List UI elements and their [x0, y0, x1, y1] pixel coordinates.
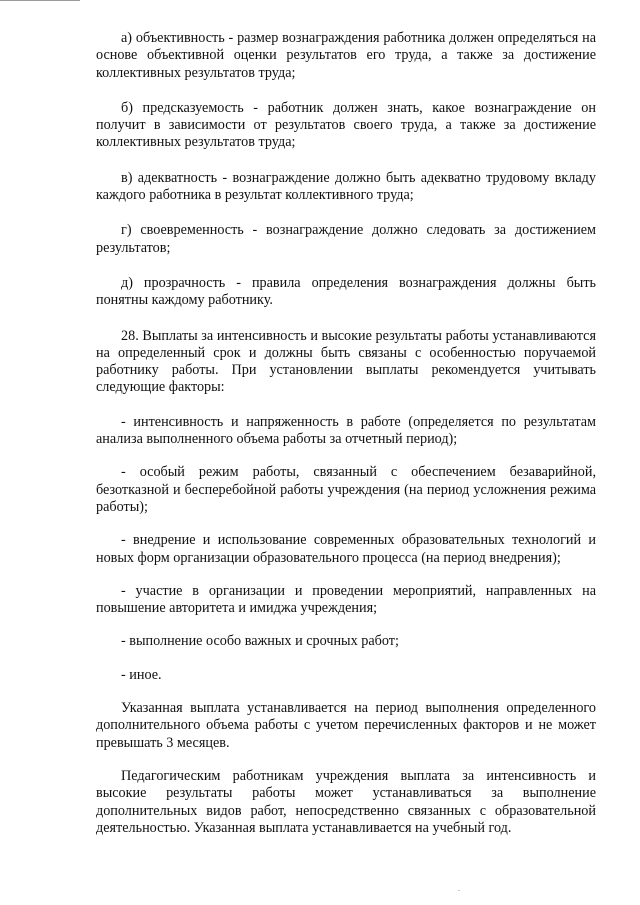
payment-period-paragraph: Указанная выплата устанавливается на период выполнения определенного дополнительного объема работы с учетом перечисленных факторов и не может превышать 3 месяцев. — [96, 700, 596, 751]
document-page — [96, 30, 596, 853]
principle-predictability: б) предсказуемость - работник должен знать, какое вознаграждение он получит в зависимости от результатов своего труда, а также за достижение коллективных результатов труда; — [96, 99, 596, 151]
factor-technologies: - внедрение и использование современных образовательных технологий и новых форм организации образовательного процесса (на период внедрения); — [96, 532, 596, 566]
principle-transparency: д) прозрачность - правила определения вознаграждения должны быть понятны каждому работнику. — [96, 274, 596, 309]
factor-intensity: - интенсивность и напряженность в работе (определяется по результатам анализа выполненного объема работы за отчетный период); — [96, 413, 596, 448]
principle-timeliness: г) своевременность - вознаграждение должно следовать за достижением результатов; — [96, 222, 596, 256]
principle-objectivity: а) объективность - размер вознаграждения работника должен определяться на основе объективной оценки результатов его труда, а также за достижение коллективных результатов труда; — [96, 30, 596, 81]
top-edge-line — [0, 0, 80, 1]
factor-other: - иное. — [121, 666, 162, 683]
pedagogical-staff-paragraph: Педагогическим работникам учреждения выплата за интенсивность и высокие результаты работы может устанавливаться за выполнение дополнительных видов работ, непосредственно связанных с образовательной деятельностью. Указанная выплата устанавливается на учебный год. — [96, 767, 596, 836]
factor-events: - участие в организации и проведении мероприятий, направленных на повышение авторитета и имиджа учреждения; — [96, 582, 596, 617]
scan-speck — [458, 890, 460, 891]
principle-adequacy: в) адекватность - вознаграждение должно быть адекватно трудовому вкладу каждого работника в результат коллективного труда; — [96, 169, 596, 204]
factor-urgent-work: - выполнение особо важных и срочных работ; — [121, 633, 399, 650]
clause-28: 28. Выплаты за интенсивность и высокие результаты работы устанавливаются на определенный срок и должны быть связаны с особенностью поручаемой работнику работы. При установлении выплаты рекомендуется учитывать следующие факторы: — [96, 327, 596, 396]
factor-special-mode: - особый режим работы, связанный с обеспечением безаварийной, безотказной и бесперебойной работы учреждения (на период усложнения режима работы); — [96, 464, 596, 515]
